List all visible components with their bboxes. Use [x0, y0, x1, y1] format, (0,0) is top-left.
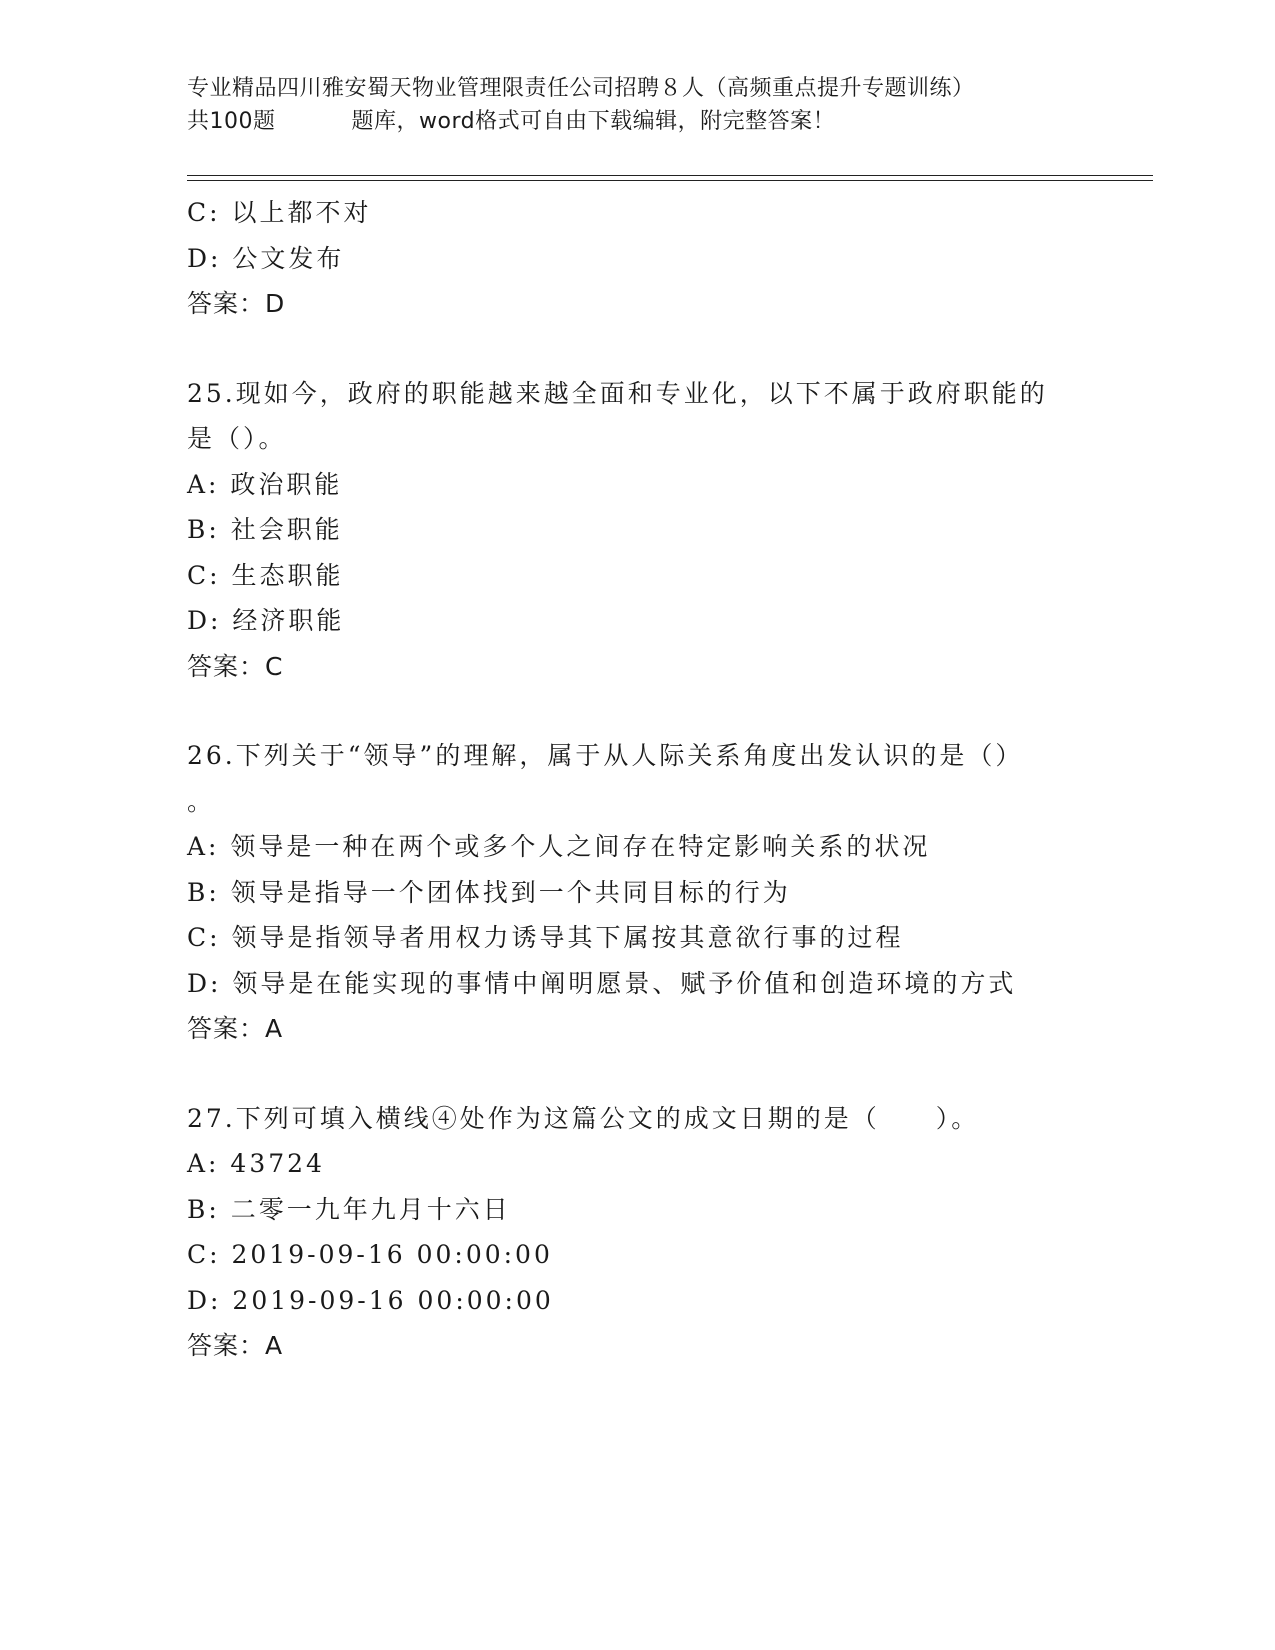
question-stem: 27.下列可填入横线④处作为这篇公文的成文日期的是（ ）。: [187, 1103, 980, 1133]
option-c: C: 领导是指领导者用权力诱导其下属按其意欲行事的过程: [187, 923, 904, 952]
continued-question: [187, 190, 1147, 327]
answer: 答案：A: [187, 1331, 284, 1360]
option-b: B: 领导是指导一个团体找到一个共同目标的行为: [187, 877, 791, 907]
header-subtitle: [187, 105, 1147, 138]
option-c: C: 2019-09-16 00:00:00: [187, 1240, 553, 1269]
option-d: D: 经济职能: [187, 606, 345, 635]
question-stem-continued: 。: [187, 786, 216, 816]
header-divider-bottom: [187, 180, 1153, 181]
question-stem: 26.下列关于“领导”的理解，属于从人际关系角度出发认识的是（）: [187, 741, 1024, 770]
question-stem: 25.现如今，政府的职能越来越全面和专业化，以下不属于政府职能的: [187, 378, 1048, 408]
option-c: C: 生态职能: [187, 560, 344, 590]
option-d: D: 2019-09-16 00:00:00: [187, 1285, 554, 1315]
answer: 答案：A: [187, 1014, 284, 1043]
question-content: [187, 190, 1147, 1369]
option-a: A: 43724: [187, 1149, 325, 1178]
header-question-count: 共100题: [187, 109, 276, 134]
question-26: [187, 733, 1147, 1052]
header-title: 专业精品四川雅安蜀天物业管理限责任公司招聘８人（高频重点提升专题训练）: [187, 76, 975, 101]
document-header: [187, 72, 1147, 138]
question-stem-continued: 是（）。: [187, 424, 287, 453]
option-a: A: 政治职能: [187, 469, 343, 499]
question-25: [187, 371, 1147, 690]
option-c: C: 以上都不对: [187, 198, 372, 227]
option-b: B: 二零一九年九月十六日: [187, 1194, 511, 1224]
header-divider-top: [187, 175, 1153, 176]
option-d: D: 领导是在能实现的事情中阐明愿景、赋予价值和创造环境的方式: [187, 968, 1017, 998]
question-27: [187, 1096, 1147, 1369]
answer: 答案：C: [187, 651, 284, 681]
option-b: B: 社会职能: [187, 515, 343, 544]
header-note: 题库，word格式可自由下载编辑，附完整答案！: [351, 109, 836, 134]
option-a: A: 领导是一种在两个或多个人之间存在特定影响关系的状况: [187, 832, 931, 861]
option-d: D: 公文发布: [187, 243, 345, 273]
answer: 答案：D: [187, 289, 286, 318]
